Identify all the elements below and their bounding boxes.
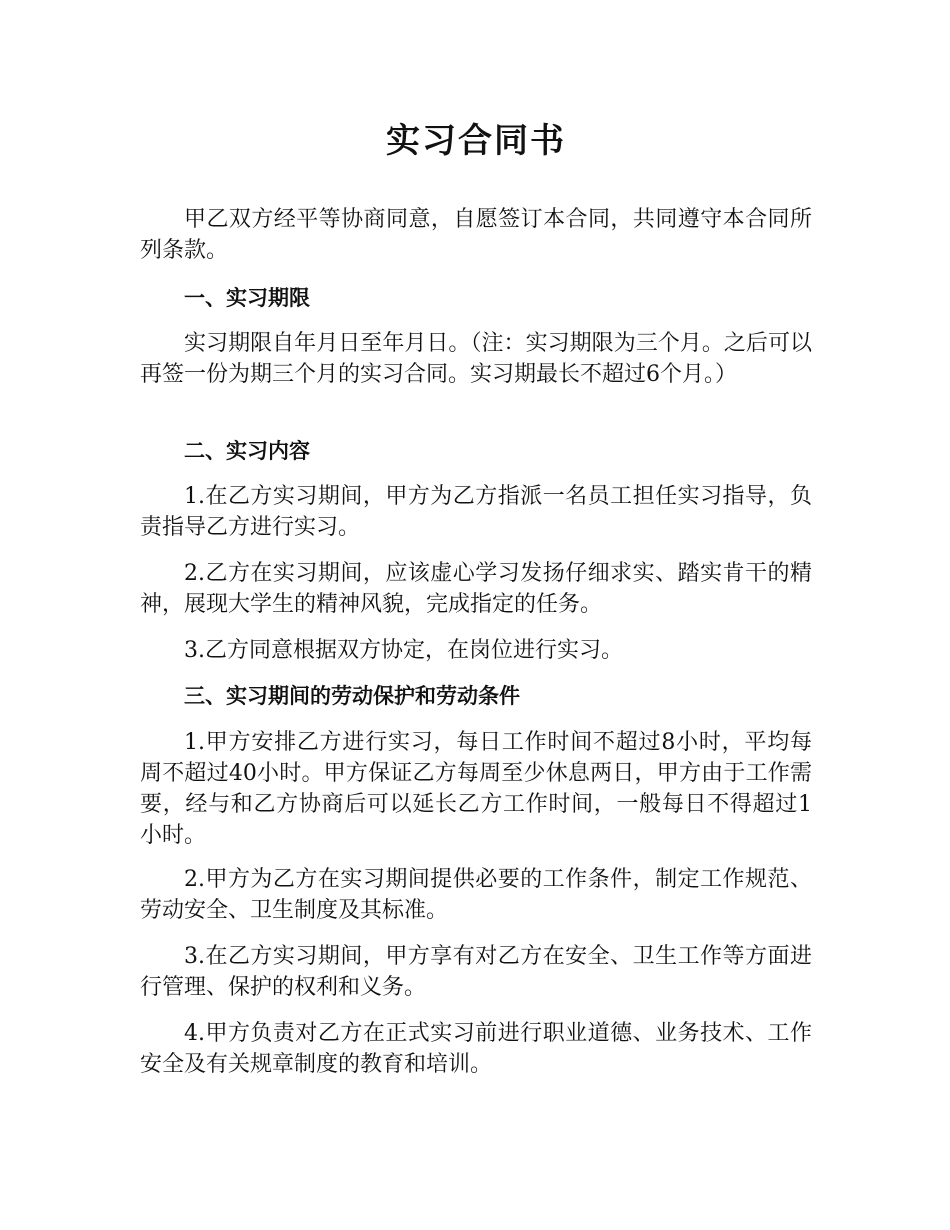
content-paragraph-3: 3.乙方同意根据双方协定，在岗位进行实习。 bbox=[184, 638, 623, 663]
term-paragraph: 实习期限自年月日至年月日。（注：实习期限为三个月。之后可以再签一份为期三个月的实习合同。实习期最长不超过6个月。） bbox=[140, 331, 812, 387]
protection-paragraph-3: 3.在乙方实习期间，甲方享有对乙方在安全、卫生工作等方面进行管理、保护的权利和义务。 bbox=[140, 944, 812, 1000]
content-paragraph-1: 1.在乙方实习期间，甲方为乙方指派一名员工担任实习指导，负责指导乙方进行实习。 bbox=[140, 484, 812, 540]
section-heading-protection: 三、实习期间的劳动保护和劳动条件 bbox=[184, 684, 520, 708]
content-paragraph-2: 2.乙方在实习期间，应该虚心学习发扬仔细求实、踏实肯干的精神，展现大学生的精神风貌，完成指定的任务。 bbox=[140, 561, 812, 617]
section-heading-term: 一、实习期限 bbox=[184, 286, 310, 310]
protection-paragraph-2: 2.甲方为乙方在实习期间提供必要的工作条件，制定工作规范、劳动安全、卫生制度及其标准。 bbox=[140, 867, 812, 923]
document-title: 实习合同书 bbox=[386, 121, 566, 161]
protection-paragraph-4: 4.甲方负责对乙方在正式实习前进行职业道德、业务技术、工作安全及有关规章制度的教育和培训。 bbox=[140, 1021, 812, 1077]
protection-paragraph-1: 1.甲方安排乙方进行实习，每日工作时间不超过8小时，平均每周不超过40小时。甲方保证乙方每周至少休息两日，甲方由于工作需要，经与和乙方协商后可以延长乙方工作时间，一般每日不得超过1小时。 bbox=[140, 730, 812, 848]
section-heading-content: 二、实习内容 bbox=[184, 439, 310, 463]
intro-paragraph: 甲乙双方经平等协商同意，自愿签订本合同，共同遵守本合同所列条款。 bbox=[140, 207, 812, 263]
